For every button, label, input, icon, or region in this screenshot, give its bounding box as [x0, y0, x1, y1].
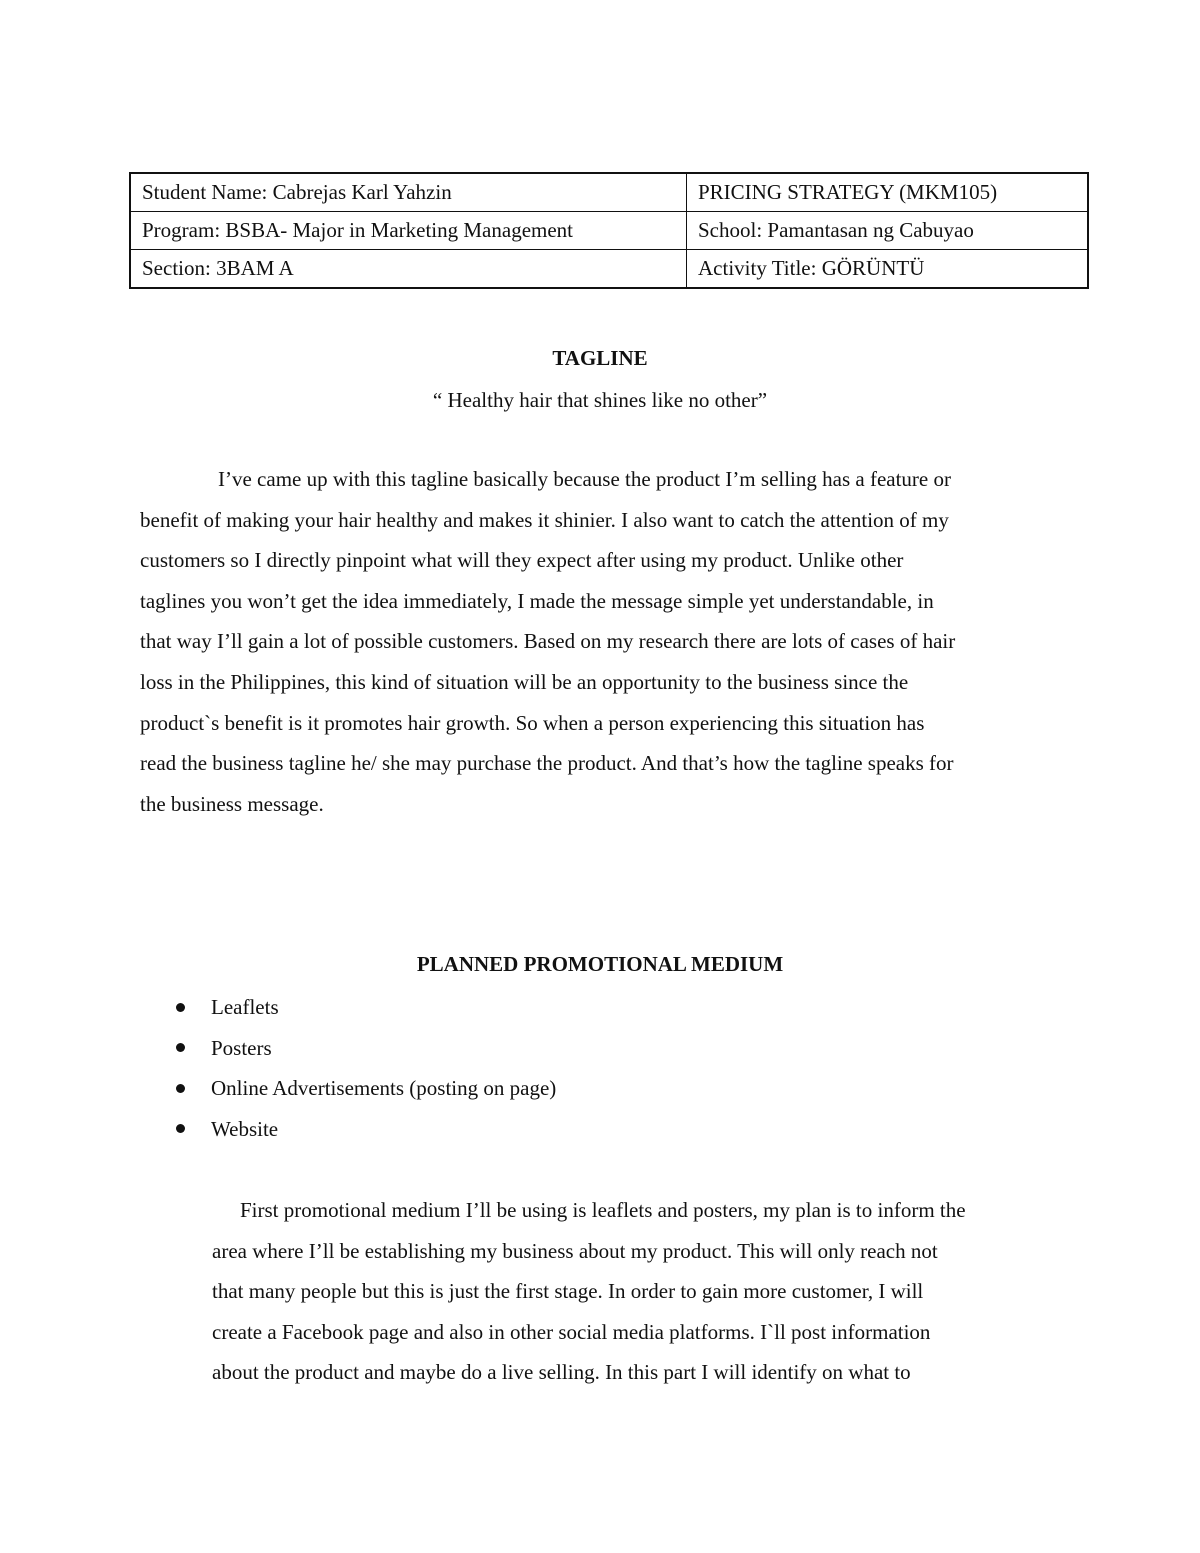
paragraph-line: that way I’ll gain a lot of possible customers. Based on my research there are lots of cases of hair — [140, 629, 956, 654]
bullet-icon — [176, 1003, 185, 1012]
list-item — [170, 987, 556, 1028]
paragraph-line: benefit of making your hair healthy and makes it shinier. I also want to catch the attention of my — [140, 507, 949, 532]
student-name-cell: Student Name: Cabrejas Karl Yahzin — [130, 173, 687, 212]
paragraph-line: loss in the Philippines, this kind of situation will be an opportunity to the business since the — [140, 669, 909, 694]
promotional-medium-list — [170, 987, 556, 1149]
paragraph-line: create a Facebook page and also in other social media platforms. I`ll post information — [212, 1319, 931, 1344]
course-cell: PRICING STRATEGY (MKM105) — [687, 173, 1089, 212]
list-item — [170, 1028, 556, 1069]
tagline-quote: “ Healthy hair that shines like no other” — [432, 388, 768, 412]
promotional-medium-heading: PLANNED PROMOTIONAL MEDIUM — [416, 952, 784, 976]
table-row — [130, 250, 1088, 289]
paragraph-line: taglines you won’t get the idea immediately, I made the message simple yet understandable, in — [140, 588, 934, 613]
table-row — [130, 173, 1088, 212]
paragraph-line: I’ve came up with this tagline basically because the product I’m selling has a feature or — [218, 467, 951, 491]
tagline-heading: TAGLINE — [552, 346, 648, 370]
paragraph-line: about the product and maybe do a live selling. In this part I will identify on what to — [212, 1360, 911, 1385]
list-item-label: Website — [211, 1116, 279, 1141]
paragraph-line: product`s benefit is it promotes hair growth. So when a person experiencing this situation has — [140, 710, 925, 735]
bullet-icon — [176, 1084, 185, 1093]
paragraph-line: area where I’ll be establishing my business about my product. This will only reach not — [212, 1238, 938, 1263]
paragraph-line: First promotional medium I’ll be using is leaflets and posters, my plan is to inform the — [240, 1198, 966, 1222]
bullet-icon — [176, 1043, 185, 1052]
section-cell: Section: 3BAM A — [130, 250, 687, 289]
list-item-label: Leaflets — [211, 995, 279, 1019]
bullet-icon — [176, 1124, 185, 1133]
list-item-label: Posters — [211, 1035, 272, 1060]
table-row — [130, 212, 1088, 250]
school-cell: School: Pamantasan ng Cabuyao — [687, 212, 1089, 250]
program-cell: Program: BSBA- Major in Marketing Management — [130, 212, 687, 250]
paragraph-line: read the business tagline he/ she may purchase the product. And that’s how the tagline speaks for — [140, 751, 954, 776]
promotional-plan-paragraph — [212, 1190, 1072, 1393]
list-item — [170, 1068, 556, 1109]
list-item — [170, 1109, 556, 1150]
activity-title-cell: Activity Title: GÖRÜNTÜ — [687, 250, 1089, 289]
paragraph-line: that many people but this is just the first stage. In order to gain more customer, I will — [212, 1279, 924, 1304]
paragraph-line: customers so I directly pinpoint what will they expect after using my product. Unlike other — [140, 548, 904, 573]
student-info-table — [129, 172, 1089, 289]
tagline-explanation-paragraph — [140, 459, 1058, 824]
list-item-label: Online Advertisements (posting on page) — [211, 1076, 557, 1100]
paragraph-line: the business message. — [140, 791, 324, 816]
